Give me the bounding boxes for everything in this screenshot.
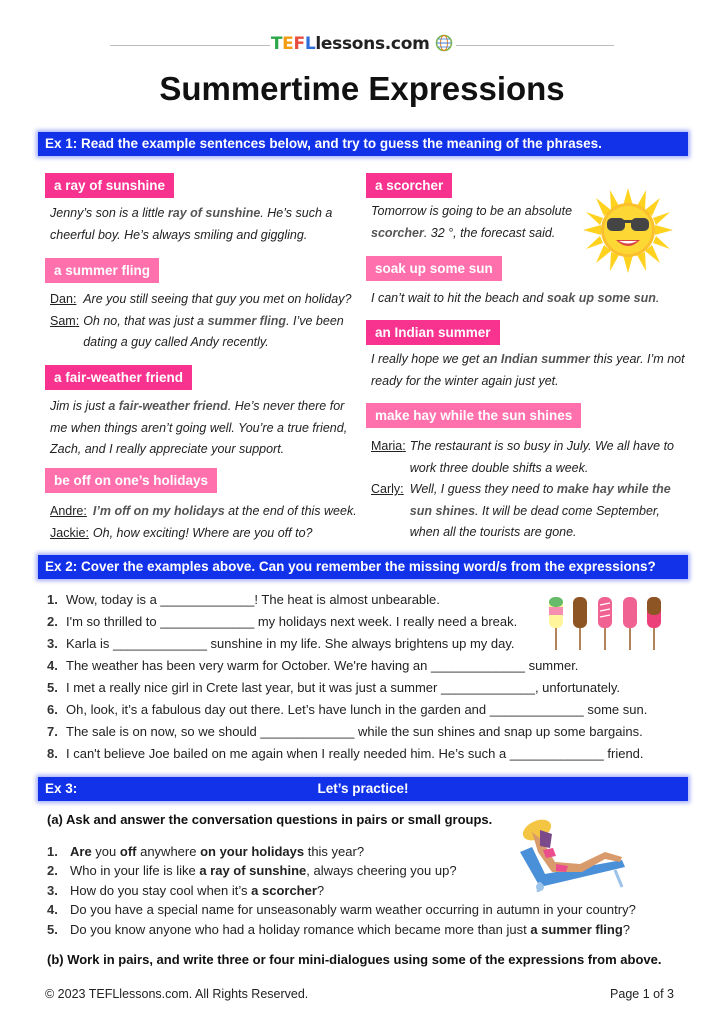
- expression-highlight: on your holidays: [200, 844, 305, 859]
- expression-tag: soak up some sun: [366, 256, 502, 281]
- text-line: [93, 523, 370, 545]
- expression-highlight: an Indian summer: [482, 352, 590, 366]
- list-item: [47, 920, 636, 939]
- speaker-name: Maria :: [371, 436, 406, 479]
- text-line: [410, 501, 701, 523]
- text-segment: I can’t wait to hit the beach and: [371, 291, 547, 305]
- text-segment: Zach, and I really appreciate your support.: [50, 442, 285, 456]
- text-line: [410, 458, 701, 480]
- text-segment: Do you know anyone who had a holiday romance which became more than just: [70, 921, 531, 937]
- text-line: [93, 501, 370, 523]
- text-segment: , always cheering you up?: [306, 863, 457, 879]
- item-number: 1.: [47, 592, 58, 607]
- page-title: Summertime Expressions: [159, 70, 565, 107]
- expression-tag: be off on one’s holidays: [45, 468, 217, 493]
- text-segment: I can't believe Joe bailed on me again when I really needed him. He’s such a _____________ friend.: [66, 746, 644, 761]
- item-text: [70, 842, 364, 861]
- item-number: 2.: [47, 863, 58, 879]
- ex3-part-a: (a) Ask and answer the conversation questions in pairs or small groups.: [47, 812, 493, 827]
- speaker-name: Jackie :: [50, 523, 89, 545]
- text-line: [83, 311, 370, 333]
- item-number: 3.: [47, 636, 58, 651]
- copyright: © 2023 TEFLlessons.com. All Rights Reserved.: [45, 987, 309, 1001]
- text-line: [371, 288, 701, 310]
- dialog-line: [93, 501, 370, 523]
- text-line: [83, 332, 370, 354]
- example-text: [50, 289, 370, 354]
- text-segment: this year. I’m not: [589, 352, 685, 366]
- text-line: [410, 436, 701, 458]
- example-text: [371, 349, 701, 392]
- page-number: Page 1 of 3: [610, 987, 674, 1001]
- item-number: 7.: [47, 724, 58, 739]
- text-line: [50, 396, 370, 418]
- logo-letter: T: [270, 34, 283, 54]
- text-line: [83, 289, 370, 311]
- example-text: [50, 501, 370, 544]
- item-text: [70, 881, 324, 900]
- item-number: 6.: [47, 702, 58, 717]
- item-text: [66, 677, 620, 699]
- text-segment: cheerful boy. He’s always smiling and giggling.: [50, 227, 308, 242]
- example-text: [50, 396, 370, 461]
- text-line: [371, 371, 701, 393]
- text-segment: The sale is on now, so we should _____________ while the sun shines and snap up some bargains.: [66, 724, 643, 739]
- logo-letter: F: [293, 34, 305, 54]
- text-segment: ready for the winter again just yet.: [371, 373, 559, 388]
- dialog-line: [410, 479, 701, 544]
- text-segment: Tomorrow is going to be an absolute: [371, 204, 573, 218]
- list-item: [47, 655, 647, 677]
- expression-tag: an Indian summer: [366, 320, 500, 345]
- logo-letter: E: [282, 34, 294, 54]
- item-number: 3.: [47, 882, 58, 898]
- text-segment: Wow, today is a _____________! The heat is almost unbearable.: [66, 592, 440, 607]
- text-segment: . He’s such a: [260, 206, 333, 220]
- text-line: [50, 225, 370, 247]
- sunbather-image: [510, 812, 635, 892]
- expression-highlight: soak up some sun: [546, 291, 656, 305]
- expression-tag: a fair-weather friend: [45, 365, 192, 390]
- item-text: [66, 721, 643, 743]
- item-number: 4.: [47, 902, 58, 918]
- text-segment: . He’s never there for: [227, 399, 345, 413]
- text-segment: Oh no, that was just: [83, 313, 198, 328]
- ex3-part-b: (b) Work in pairs, and write three or four mini-dialogues using some of the expressions from above.: [47, 952, 662, 967]
- list-item: [47, 743, 647, 765]
- item-text: [66, 699, 647, 721]
- text-segment: dating a guy called Andy recently.: [83, 335, 269, 349]
- expression-highlight: ray of sunshine: [167, 206, 261, 220]
- expression-highlight: a summer fling: [530, 921, 623, 937]
- text-segment: at the end of this week.: [224, 504, 357, 518]
- ex2-heading: Ex 2: Cover the examples above. Can you remember the missing word/s from the expressions?: [38, 555, 688, 579]
- item-text: [70, 900, 636, 919]
- text-line: [410, 522, 701, 544]
- expression-highlight: a summer fling: [197, 313, 287, 328]
- ex1-heading: Ex 1: Read the example sentences below, and try to guess the meaning of the phrases.: [38, 132, 688, 156]
- text-segment: . It will be dead come September,: [475, 503, 660, 518]
- item-number: 5.: [47, 921, 58, 937]
- ex3-heading-bar: [38, 777, 688, 801]
- expression-highlight: I’m off on my holidays: [92, 504, 225, 518]
- text-segment: The restaurant is so busy in July. We all have to: [409, 439, 674, 453]
- expression-tag: a summer fling: [45, 258, 159, 283]
- text-segment: Oh, how exciting! Where are you off to?: [92, 525, 313, 540]
- text-segment: ?: [622, 921, 631, 937]
- text-segment: How do you stay cool when it’s: [70, 882, 252, 898]
- expression-highlight: scorcher: [371, 225, 424, 240]
- text-segment: I really hope we get: [371, 352, 483, 366]
- expression-tag: make hay while the sun shines: [366, 403, 581, 428]
- text-segment: Oh, look, it’s a fabulous day out there. Let’s have lunch in the garden and _____________ some sun.: [66, 702, 648, 717]
- text-segment: me when things aren’t going well. You’re a true friend,: [50, 420, 348, 435]
- example-text: [371, 288, 701, 310]
- text-segment: when all the tourists are gone.: [409, 525, 577, 539]
- dialog-line: [83, 311, 370, 354]
- sun-sunglasses-image: [583, 188, 673, 273]
- text-segment: I met a really nice girl in Crete last year, but it was just a summer _____________, unfortunately.: [66, 680, 620, 695]
- expression-highlight: a scorcher: [251, 882, 317, 898]
- text-line: [371, 349, 701, 371]
- text-segment: Do you have a special name for unseasonably warm weather occurring in autumn in your country?: [70, 902, 636, 918]
- item-text: [66, 655, 578, 677]
- text-segment: you: [91, 844, 120, 859]
- dialog-line: [93, 523, 370, 545]
- item-text: [70, 861, 457, 880]
- list-item: [47, 677, 647, 699]
- text-segment: .: [655, 291, 660, 305]
- expression-highlight: make hay while the: [556, 482, 671, 496]
- text-segment: Are you still seeing that guy you met on holiday?: [83, 292, 352, 306]
- list-item: [47, 721, 647, 743]
- site-logo: [0, 34, 724, 54]
- text-segment: Jenny’s son is: [50, 206, 132, 220]
- text-segment: . 32 °, the forecast said.: [423, 225, 556, 240]
- list-item: [47, 699, 647, 721]
- speaker-name: Dan :: [50, 289, 79, 311]
- item-text: [66, 633, 515, 655]
- item-text: [66, 743, 644, 765]
- item-number: 2.: [47, 614, 58, 629]
- expression-highlight: sun shines: [409, 503, 476, 518]
- text-segment: this year?: [304, 844, 365, 859]
- expression-highlight: Are: [70, 844, 92, 859]
- dialog-line: [410, 436, 701, 479]
- list-item: [47, 900, 636, 919]
- speaker-name: Andre :: [50, 501, 89, 523]
- item-text: [66, 611, 517, 633]
- text-segment: work three double shifts a week.: [409, 460, 589, 475]
- expression-highlight: a ray of sunshine: [199, 863, 307, 879]
- text-segment: Karla is _____________ sunshine in my life. She always brightens up my day.: [66, 636, 515, 651]
- speaker-name: Carly :: [371, 479, 406, 544]
- text-segment: The weather has been very warm for October. We're having an _____________ summer.: [66, 658, 579, 673]
- text-line: [50, 418, 370, 440]
- logo-letter: L: [304, 34, 316, 54]
- text-segment: Well, I guess they need to: [409, 482, 557, 496]
- item-text: [66, 589, 440, 611]
- text-segment: anywhere: [136, 844, 201, 859]
- popsicles-image: [546, 595, 666, 650]
- text-line: [50, 203, 370, 225]
- text-line: [410, 479, 701, 501]
- ex3-heading: Let’s practice!: [317, 781, 409, 796]
- ex3-label: Ex 3:: [45, 781, 78, 796]
- text-segment: Who in your life is like: [70, 863, 200, 879]
- item-text: [70, 920, 630, 939]
- speaker-name: Sam :: [50, 311, 79, 354]
- expression-tag: a ray of sunshine: [45, 173, 174, 198]
- text-segment: . I’ve been: [286, 313, 344, 328]
- text-segment: ?: [316, 882, 325, 898]
- text-line: [50, 439, 370, 461]
- expression-highlight: off: [119, 844, 137, 859]
- expression-highlight: a fair-weather friend: [108, 399, 228, 413]
- item-number: 4.: [47, 658, 58, 673]
- dialog-line: [83, 289, 370, 311]
- example-text: [371, 436, 701, 544]
- example-text: [50, 203, 370, 246]
- item-number: 5.: [47, 680, 58, 695]
- item-number: 1.: [47, 844, 58, 859]
- expression-tag: a scorcher: [366, 173, 452, 198]
- logo-text: lessons.com: [315, 34, 430, 54]
- text-segment: a little: [131, 206, 168, 220]
- text-segment: I'm so thrilled to _____________ my holidays next week. I really need a break.: [66, 614, 518, 629]
- text-segment: Jim is just: [50, 399, 109, 413]
- globe-icon: [435, 34, 453, 52]
- item-number: 8.: [47, 746, 58, 761]
